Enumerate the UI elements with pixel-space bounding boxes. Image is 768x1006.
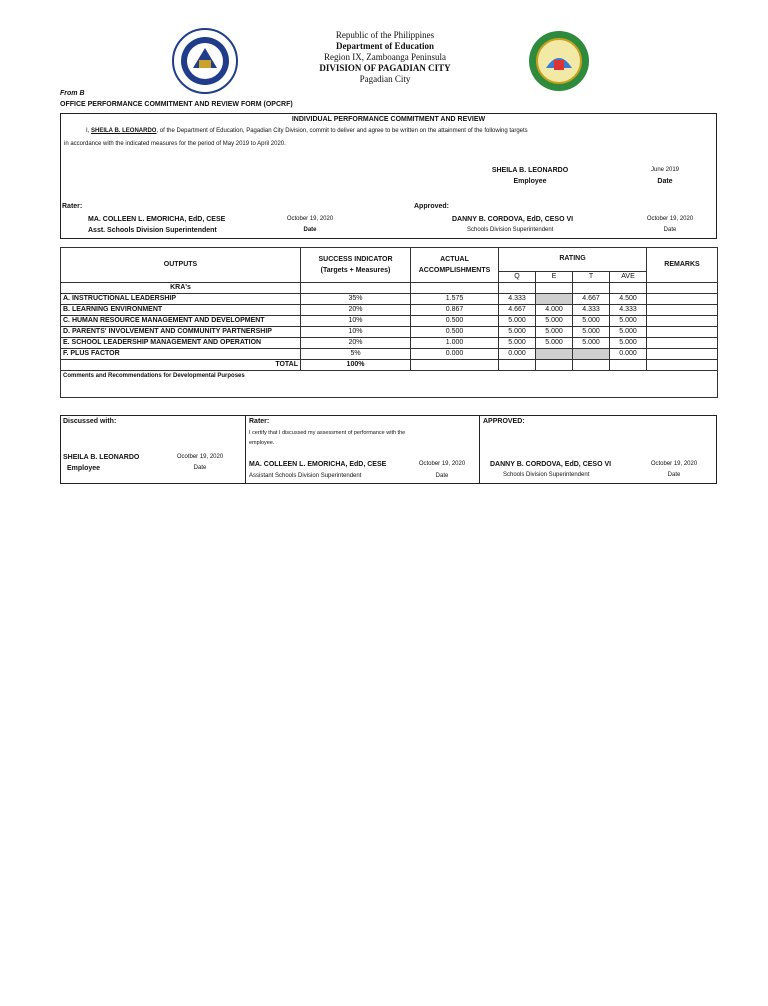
form-title: OFFICE PERFORMANCE COMMITMENT AND REVIEW FORM (OPCRF): [60, 101, 293, 108]
certify-line1: I certify that I discussed my assessment of performance with the: [249, 430, 406, 436]
header-city: Pagadian City: [359, 74, 411, 84]
kra-weight: 20%: [301, 338, 411, 349]
employee-date-label: Date: [657, 178, 673, 185]
kra-weight: 10%: [301, 316, 411, 327]
footer-employee-label: Employee: [67, 465, 101, 472]
kra-output: F. PLUS FACTOR: [61, 349, 301, 360]
certify-line2: employee.: [249, 440, 275, 446]
kra-ave: 4.333: [610, 305, 647, 316]
table-row: [61, 316, 718, 327]
total-label: TOTAL: [61, 360, 301, 371]
kra-t: 5.000: [573, 327, 610, 338]
footer-rater-date-label: Date: [435, 473, 449, 479]
kra-q: 4.667: [499, 305, 536, 316]
kra-weight: 5%: [301, 349, 411, 360]
kra-e: 5.000: [536, 338, 573, 349]
kra-e: 4.000: [536, 305, 573, 316]
kra-q: 5.000: [499, 327, 536, 338]
signoff-section: [60, 415, 717, 484]
approver-date: October 19, 2020: [646, 216, 694, 222]
col-q: Q: [499, 271, 536, 282]
col-ave: AVE: [610, 271, 647, 282]
signoff-divider-2: [479, 415, 480, 484]
kra-remarks: [647, 316, 718, 327]
footer-approver-date: October 19, 2020: [650, 461, 698, 467]
kra-e: 5.000: [536, 316, 573, 327]
stmt-prefix: I,: [86, 128, 90, 134]
employee-date: June 2019: [650, 167, 680, 173]
col-success-indicator-l1: SUCCESS INDICATOR: [318, 256, 393, 263]
table-row: [61, 305, 718, 316]
col-success-indicator-l2: (Targets + Measures): [320, 267, 391, 274]
kra-actual: 1.575: [411, 294, 499, 305]
total-value: 100%: [301, 360, 411, 371]
kra-actual: 0.500: [411, 316, 499, 327]
kra-e: 5.000: [536, 327, 573, 338]
kra-t: 4.333: [573, 305, 610, 316]
stmt-name: SHEILA B. LEONARDO: [91, 128, 157, 134]
employee-name: SHEILA B. LEONARDO: [491, 167, 569, 174]
kra-remarks: [647, 338, 718, 349]
kra-ave: 0.000: [610, 349, 647, 360]
footer-approver-date-label: Date: [667, 472, 681, 478]
employee-label: Employee: [513, 178, 547, 185]
table-row: [61, 327, 718, 338]
commitment-statement-line2: in accordance with the indicated measures for the period of May 2019 to April 2020.: [64, 141, 286, 147]
col-actual: [411, 248, 499, 283]
footer-rater-label: Rater:: [249, 418, 270, 425]
commitment-statement: [86, 128, 714, 134]
kra-t: 5.000: [573, 316, 610, 327]
discussed-label: Discussed with:: [63, 418, 117, 425]
kra-weight: 35%: [301, 294, 411, 305]
kra-remarks: [647, 349, 718, 360]
col-t: T: [573, 271, 610, 282]
table-row: [61, 294, 718, 305]
table-row: [61, 349, 718, 360]
kra-q: 5.000: [499, 338, 536, 349]
kra-ave: 5.000: [610, 327, 647, 338]
approver-name: DANNY B. CORDOVA, EdD, CESO VI: [452, 216, 574, 223]
kra-e: [536, 294, 573, 305]
kra-t: 5.000: [573, 338, 610, 349]
col-actual-l2: ACCOMPLISHMENTS: [418, 267, 491, 274]
approved-label: Approved:: [414, 203, 449, 210]
rater-date: October 19, 2020: [286, 216, 334, 222]
footer-employee-date: Ocotber 19, 2020: [176, 454, 224, 460]
kra-remarks: [647, 294, 718, 305]
kra-remarks: [647, 327, 718, 338]
signoff-divider-1: [245, 415, 246, 484]
kra-q: 4.333: [499, 294, 536, 305]
kra-remarks: [647, 305, 718, 316]
kra-ave: 5.000: [610, 338, 647, 349]
kra-actual: 1.000: [411, 338, 499, 349]
kra-output: C. HUMAN RESOURCE MANAGEMENT AND DEVELOPMENT: [61, 316, 301, 327]
form-code: From B: [60, 90, 85, 97]
kra-t: 4.667: [573, 294, 610, 305]
kra-weight: 10%: [301, 327, 411, 338]
approver-date-label: Date: [663, 227, 677, 233]
kra-label: KRA's: [61, 283, 301, 294]
kra-actual: 0.000: [411, 349, 499, 360]
footer-employee-date-label: Date: [193, 465, 207, 471]
col-success-indicator: [301, 248, 411, 283]
footer-employee-name: SHEILA B. LEONARDO: [63, 454, 140, 461]
header-division: DIVISION OF PAGADIAN CITY: [319, 63, 451, 73]
kra-actual: 0.867: [411, 305, 499, 316]
approver-title: Schools Division Superintendent: [467, 227, 554, 233]
table-row: [61, 338, 718, 349]
kra-ave: 5.000: [610, 316, 647, 327]
stmt-rest: , of the Department of Education, Pagadian City Division, commit to deliver and agree to be written on the attainment of the following targets: [156, 128, 528, 134]
kra-output: A. INSTRUCTIONAL LEADERSHIP: [61, 294, 301, 305]
kra-output: B. LEARNING ENVIRONMENT: [61, 305, 301, 316]
footer-rater-date: October 19, 2020: [418, 461, 466, 467]
comments-label: Comments and Recommendations for Developmental Purposes: [61, 371, 718, 398]
col-e: E: [536, 271, 573, 282]
rater-label: Rater:: [62, 203, 83, 210]
footer-rater-title: Assistant Schools Division Superintendent: [249, 473, 362, 479]
kra-t: [573, 349, 610, 360]
rater-name: MA. COLLEEN L. EMORICHA, EdD, CESE: [88, 216, 226, 223]
deped-seal-icon: [172, 28, 238, 94]
header-department: Department of Education: [336, 41, 434, 51]
kra-q: 5.000: [499, 316, 536, 327]
division-seal-icon: [528, 30, 590, 92]
col-remarks: REMARKS: [647, 248, 718, 283]
col-outputs: OUTPUTS: [61, 248, 301, 283]
rater-title: Asst. Schools Division Superintendent: [88, 227, 217, 234]
kra-output: E. SCHOOL LEADERSHIP MANAGEMENT AND OPERATION: [61, 338, 301, 349]
col-rating: RATING: [499, 248, 647, 272]
kra-output: D. PARENTS' INVOLVEMENT AND COMMUNITY PARTNERSHIP: [61, 327, 301, 338]
rater-date-label: Date: [303, 227, 317, 233]
kra-q: 0.000: [499, 349, 536, 360]
footer-rater-name: MA. COLLEEN L. EMORICHA, EdD, CESE: [249, 461, 387, 468]
header-region: Region IX, Zamboanga Peninsula: [324, 52, 446, 62]
col-actual-l1: ACTUAL: [440, 256, 469, 263]
footer-approved-label: APPROVED:: [483, 418, 525, 425]
kra-ave: 4.500: [610, 294, 647, 305]
kra-actual: 0.500: [411, 327, 499, 338]
kra-e: [536, 349, 573, 360]
kra-weight: 20%: [301, 305, 411, 316]
ratings-table: [60, 247, 718, 398]
header-republic: Republic of the Philippines: [335, 30, 435, 40]
ipcr-title: INDIVIDUAL PERFORMANCE COMMITMENT AND REVIEW: [291, 116, 486, 123]
footer-approver-title: Schools Division Superintendent: [503, 472, 590, 478]
footer-approver-name: DANNY B. CORDOVA, EdD, CESO VI: [490, 461, 612, 468]
